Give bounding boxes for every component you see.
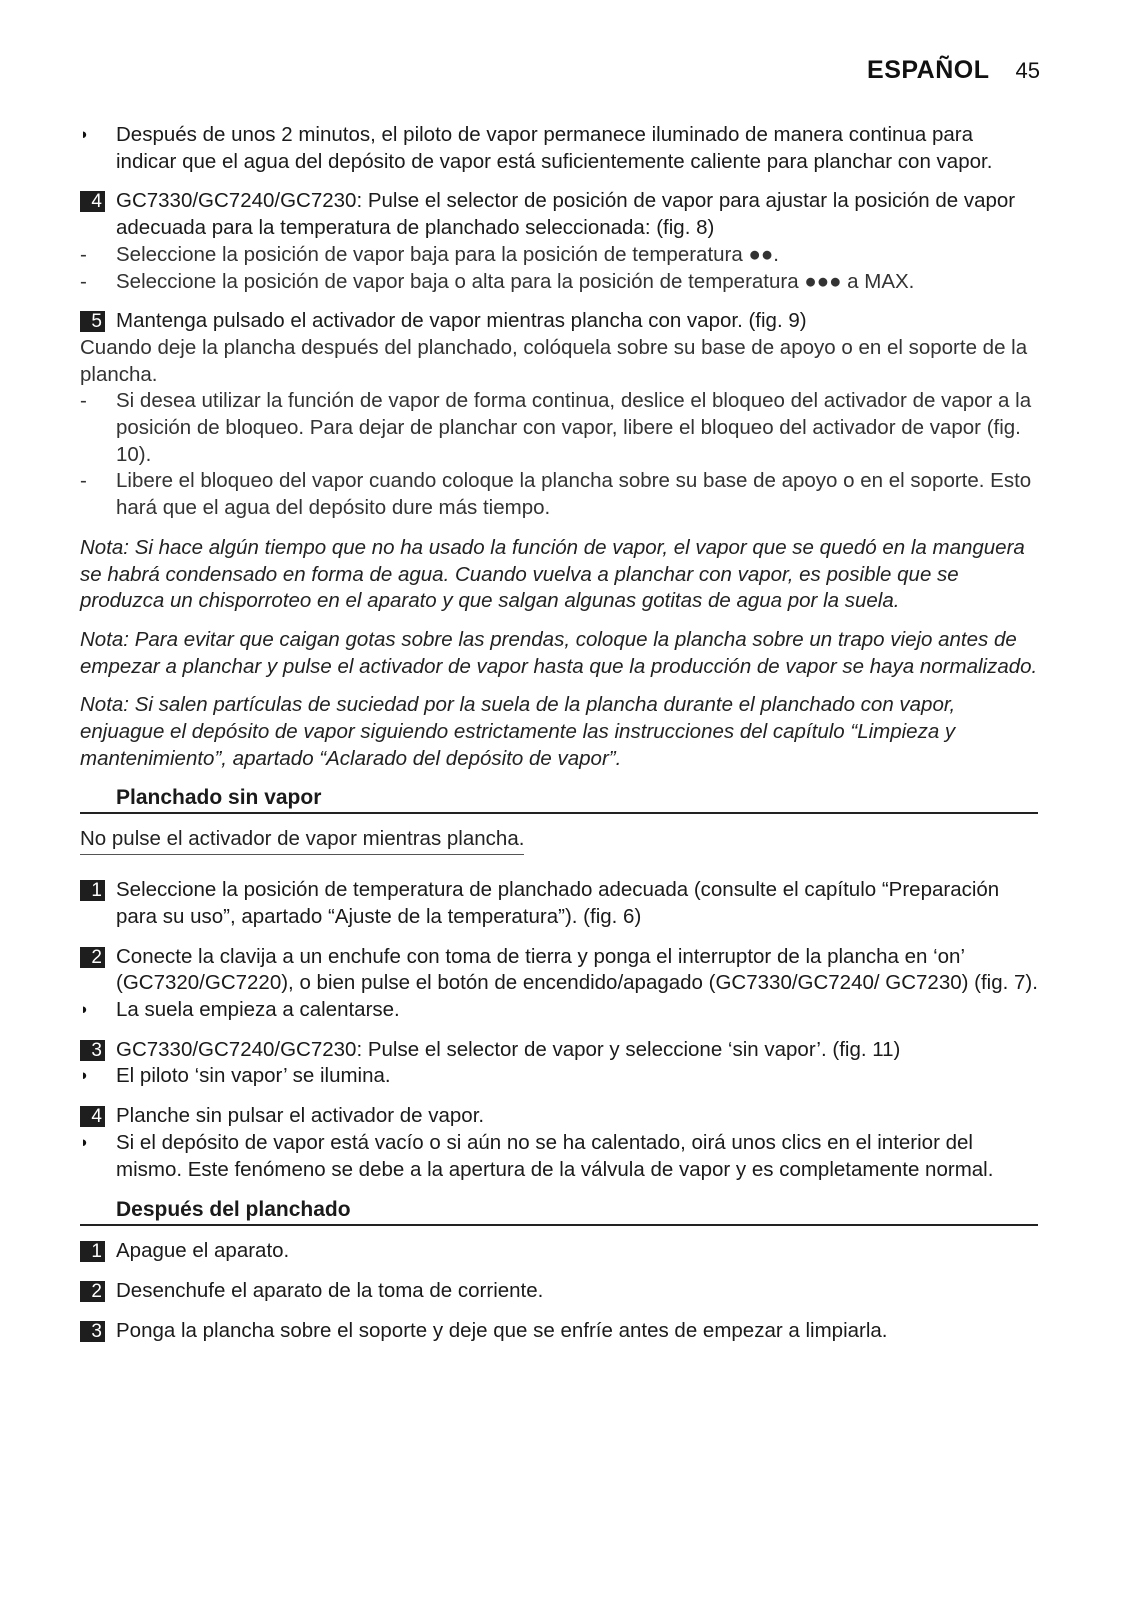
step-text: Conecte la clavija a un enchufe con toma de tierra y ponga el interruptor de la plancha en ‘on’ (GC7320/GC7220), o bien pulse el botón de encendido/apagado (GC7330/GC7240/ GC7230) (fig. 7).	[116, 944, 1038, 995]
step-text: Desenchufe el aparato de la toma de corriente.	[116, 1278, 544, 1302]
bullet-item	[80, 1130, 1038, 1183]
step-number: 1	[80, 1241, 105, 1262]
warning-text: No pulse el activador de vapor mientras plancha.	[80, 826, 524, 855]
section-heading: Después del planchado	[80, 1196, 1038, 1226]
triangle-bullet-icon: ◗	[80, 1000, 90, 1018]
triangle-bullet-icon: ◗	[80, 126, 90, 143]
language-label: ESPAÑOL	[867, 56, 990, 84]
step-text: Apague el aparato.	[116, 1239, 290, 1263]
step-number: 5	[80, 311, 105, 332]
step-number: 1	[80, 880, 105, 901]
step-number: 3	[80, 1040, 105, 1061]
step-text: GC7330/GC7240/GC7230: Pulse el selector de posición de vapor para ajustar la posición de vapor adecuada para la temperatura de planchado seleccionada: (fig. 8)	[116, 189, 1016, 240]
note-paragraph: Nota: Para evitar que caigan gotas sobre las prendas, coloque la plancha sobre un trapo viejo antes de empezar a planchar y pulse el activador de vapor hasta que la producción de vapor se haya normalizado.	[80, 627, 1038, 678]
dash-item	[80, 468, 1038, 521]
bullet-text: Después de unos 2 minutos, el piloto de vapor permanece iluminado de manera continua para indicar que el agua del depósito de vapor está suficientemente caliente para planchar con vapor.	[116, 123, 993, 173]
step-text: Ponga la plancha sobre el soporte y deje que se enfríe antes de empezar a limpiarla.	[116, 1318, 888, 1342]
step-item	[80, 1103, 1038, 1130]
step-block	[80, 188, 1038, 295]
step-text: Seleccione la posición de temperatura de planchado adecuada (consulte el capítulo “Preparación para su uso”, apartado “Ajuste de la temperatura”). (fig. 6)	[116, 878, 1000, 928]
bullet-text: El piloto ‘sin vapor’ se ilumina.	[116, 1064, 391, 1088]
dash-bullet-icon: -	[80, 269, 87, 293]
step-item	[80, 1037, 1038, 1064]
bullet-item	[80, 1063, 1038, 1090]
step-item	[80, 944, 1038, 997]
step-block	[80, 308, 1038, 522]
step-number: 2	[80, 1281, 105, 1302]
step-text: GC7330/GC7240/GC7230: Pulse el selector de vapor y seleccione ‘sin vapor’. (fig. 11)	[116, 1037, 901, 1061]
dash-item	[80, 388, 1038, 468]
bullet-item	[80, 997, 1038, 1024]
dash-text: Seleccione la posición de vapor baja para la posición de temperatura ●●.	[116, 242, 779, 266]
step-number: 2	[80, 947, 105, 968]
note-paragraph: Nota: Si hace algún tiempo que no ha usado la función de vapor, el vapor que se quedó en la manguera se habrá condensado en forma de agua. Cuando vuelva a planchar con vapor, es posible que se produzca un chisporroteo en el aparato y que salgan algunas gotitas de agua por la suela.	[80, 535, 1025, 613]
document-body	[80, 122, 1038, 1357]
dash-text: Si desea utilizar la función de vapor de forma continua, deslice el bloqueo del activador de vapor a la posición de bloqueo. Para dejar de planchar con vapor, libere el bloqueo del activador de vapor (fig. 10).	[116, 389, 1032, 466]
step-item	[80, 308, 1038, 335]
dash-text: Libere el bloqueo del vapor cuando coloque la plancha sobre su base de apoyo o en el soporte. Esto hará que el agua del depósito dure más tiempo.	[116, 469, 1032, 520]
step-item	[80, 877, 1038, 930]
page-header	[867, 56, 1040, 85]
step-text: Mantenga pulsado el activador de vapor mientras plancha con vapor. (fig. 9)	[116, 309, 807, 333]
step-block	[80, 1037, 1038, 1090]
dash-item	[80, 242, 1038, 269]
bullet-text: Si el depósito de vapor está vacío o si aún no se ha calentado, oirá unos clics en el interior del mismo. Este fenómeno se debe a la apertura de la válvula de vapor y es completamente normal.	[116, 1130, 994, 1181]
dash-text: Seleccione la posición de vapor baja o alta para la posición de temperatura ●●● a MAX.	[116, 269, 915, 293]
step-item	[80, 1238, 1038, 1265]
note-paragraph: Nota: Si salen partículas de suciedad por la suela de la plancha durante el planchado con vapor, enjuague el depósito de vapor siguiendo estrictamente las instrucciones del capítulo “Limpieza y mantenimiento”, apartado “Aclarado del depósito de vapor”.	[80, 693, 956, 770]
paragraph: Cuando deje la plancha después del planchado, colóquela sobre su base de apoyo o en el soporte de la plancha.	[80, 335, 1028, 386]
section-heading: Planchado sin vapor	[80, 784, 1038, 814]
triangle-bullet-icon: ◗	[80, 1133, 90, 1151]
step-item	[80, 1318, 1038, 1345]
warning-line-wrap	[80, 826, 1038, 877]
page-number: 45	[1015, 58, 1040, 83]
dash-item	[80, 269, 1038, 296]
step-number: 3	[80, 1321, 105, 1342]
step-text: Planche sin pulsar el activador de vapor.	[116, 1104, 485, 1128]
bullet-text: La suela empieza a calentarse.	[116, 997, 400, 1021]
step-block	[80, 944, 1038, 1024]
step-item	[80, 188, 1038, 241]
dash-bullet-icon: -	[80, 242, 87, 266]
step-item	[80, 1278, 1038, 1305]
step-block	[80, 1103, 1038, 1183]
triangle-bullet-icon: ◗	[80, 1067, 90, 1085]
dash-bullet-icon: -	[80, 469, 87, 493]
step-number: 4	[80, 1106, 105, 1127]
dash-bullet-icon: -	[80, 389, 87, 413]
step-number: 4	[80, 191, 105, 212]
bullet-item	[80, 122, 1038, 175]
